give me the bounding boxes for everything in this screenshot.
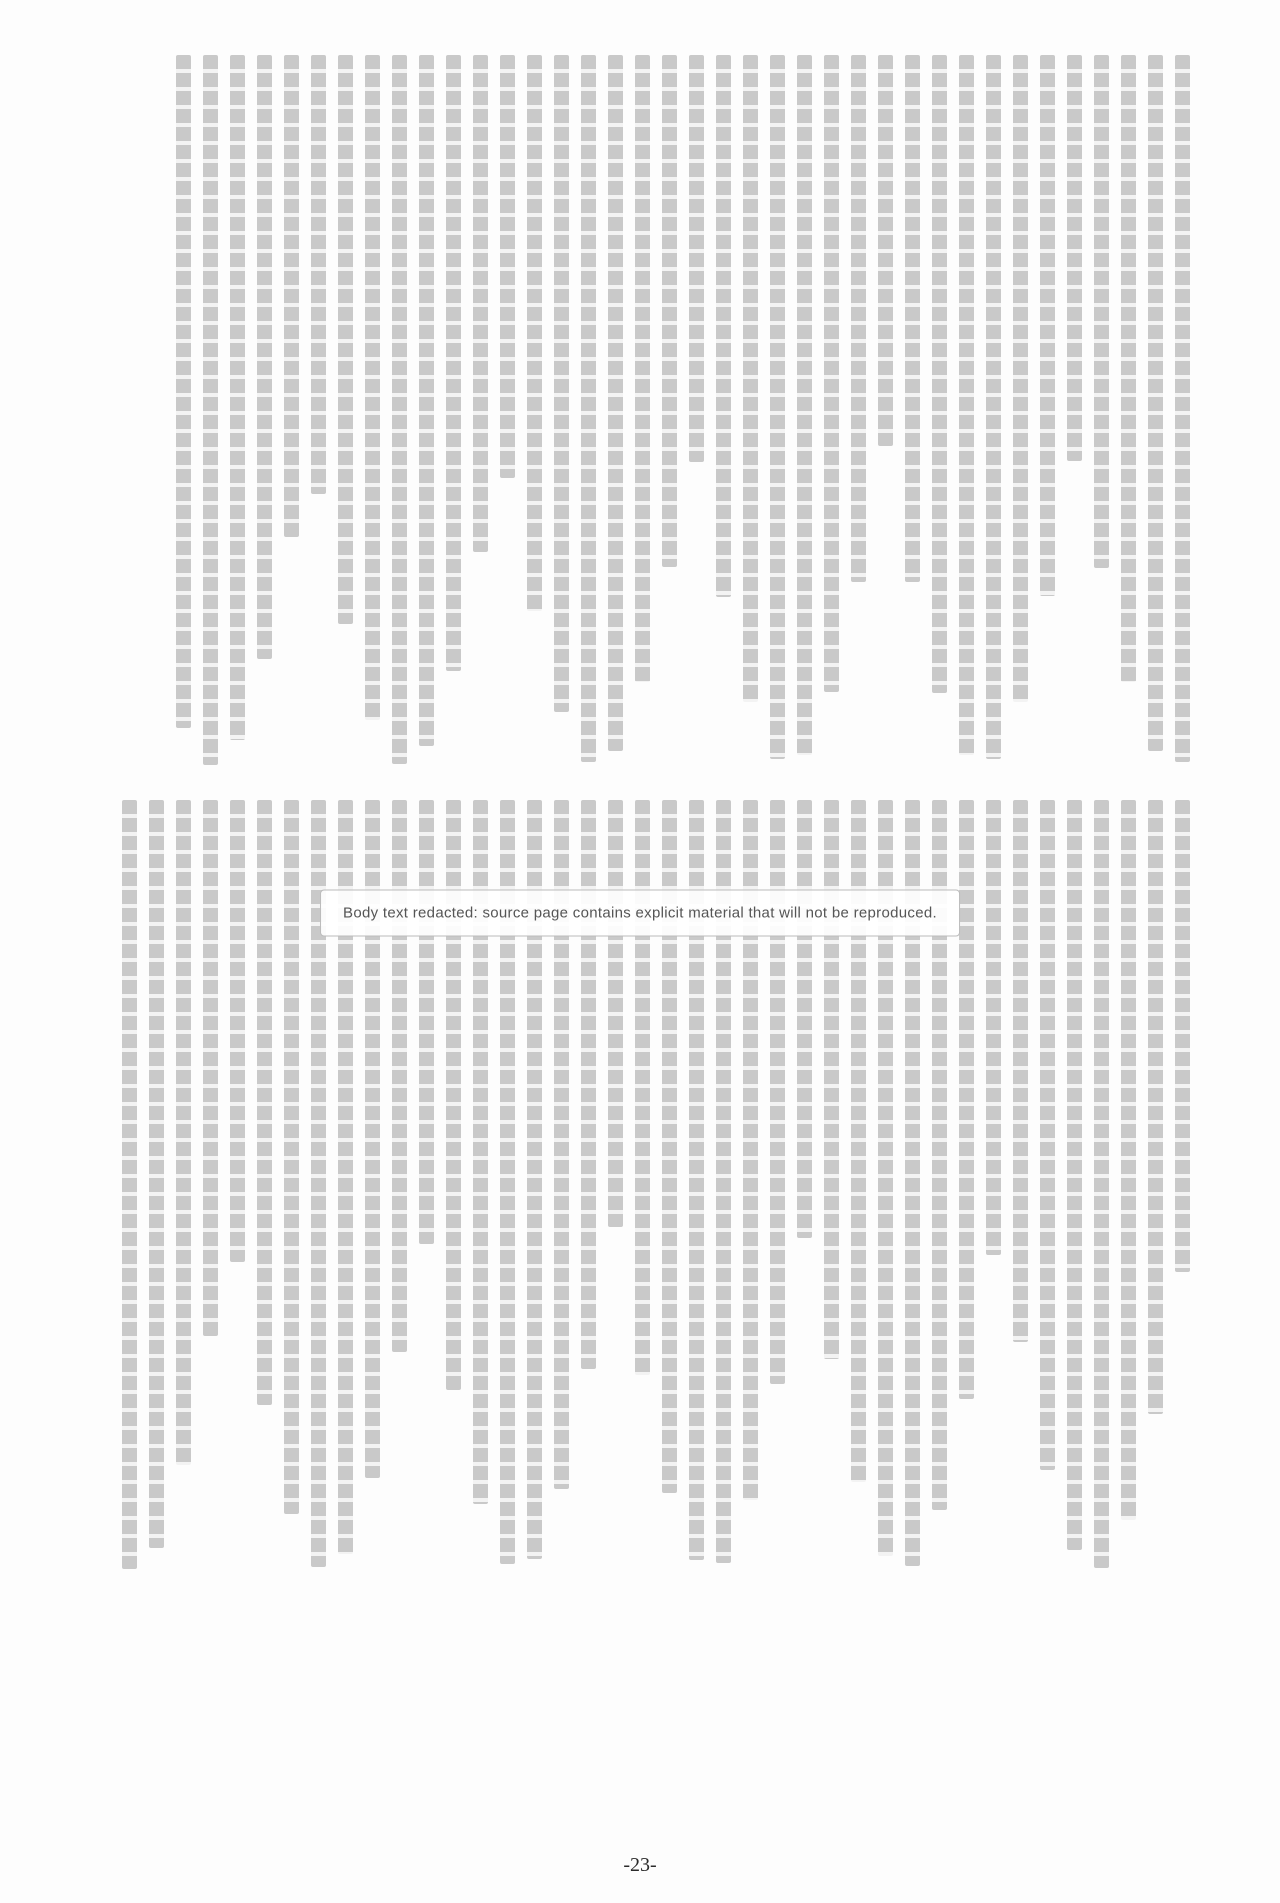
redacted-text-column bbox=[230, 800, 245, 1262]
redacted-text-column bbox=[851, 55, 866, 582]
redacted-text-column bbox=[581, 55, 596, 762]
redacted-text-column bbox=[824, 800, 839, 1359]
redacted-text-column bbox=[662, 55, 677, 567]
redacted-text-column bbox=[176, 800, 191, 1465]
redacted-text-column bbox=[635, 55, 650, 682]
redacted-text-column bbox=[365, 55, 380, 720]
redacted-text-column bbox=[554, 55, 569, 712]
redacted-text-column bbox=[770, 800, 785, 1384]
redacted-text-column bbox=[986, 800, 1001, 1255]
redacted-text-column bbox=[959, 800, 974, 1399]
redacted-text-column bbox=[824, 55, 839, 692]
redacted-text-column bbox=[1121, 55, 1136, 682]
redacted-text-column bbox=[1013, 800, 1028, 1342]
redacted-text-column bbox=[878, 55, 893, 446]
redacted-text-column bbox=[932, 55, 947, 693]
redacted-text-column bbox=[1094, 800, 1109, 1568]
redacted-text-column bbox=[149, 800, 164, 1548]
redacted-text-column bbox=[1094, 55, 1109, 568]
redacted-text-column bbox=[797, 55, 812, 755]
redacted-text-column bbox=[446, 55, 461, 671]
redacted-text-column bbox=[689, 55, 704, 462]
redacted-text-column bbox=[1121, 800, 1136, 1520]
redacted-text-column bbox=[581, 800, 596, 1369]
redacted-text-column bbox=[1040, 800, 1055, 1470]
redacted-text-column bbox=[311, 55, 326, 494]
redacted-text-column bbox=[257, 55, 272, 659]
redacted-text-column bbox=[392, 55, 407, 764]
redacted-text-column bbox=[419, 55, 434, 746]
redacted-text-column bbox=[122, 800, 137, 1569]
redacted-text-column bbox=[635, 800, 650, 1375]
redacted-text-column bbox=[1040, 55, 1055, 596]
text-block-top bbox=[90, 55, 1190, 765]
redacted-text-column bbox=[1175, 800, 1190, 1272]
redacted-text-column bbox=[392, 800, 407, 1352]
redacted-text-column bbox=[257, 800, 272, 1405]
redacted-text-column bbox=[905, 55, 920, 582]
redacted-text-column bbox=[284, 55, 299, 537]
redacted-text-column bbox=[284, 800, 299, 1514]
redacted-text-column bbox=[338, 55, 353, 624]
redacted-text-column bbox=[527, 55, 542, 611]
redaction-notice: Body text redacted: source page contains explicit material that will not be reproduced. bbox=[320, 890, 960, 937]
redacted-text-column bbox=[500, 55, 515, 478]
redacted-text-column bbox=[608, 800, 623, 1227]
redacted-text-column bbox=[203, 55, 218, 765]
redacted-text-column bbox=[716, 55, 731, 597]
redacted-text-column bbox=[986, 55, 1001, 759]
redacted-text-column bbox=[1067, 55, 1082, 461]
redacted-text-column bbox=[770, 55, 785, 759]
redacted-text-column bbox=[1148, 800, 1163, 1414]
redacted-text-column bbox=[959, 55, 974, 755]
redacted-text-column bbox=[203, 800, 218, 1336]
redacted-text-column bbox=[1148, 55, 1163, 751]
redacted-text-column bbox=[473, 55, 488, 552]
redacted-text-column bbox=[446, 800, 461, 1390]
redacted-text-column bbox=[608, 55, 623, 751]
redacted-text-column bbox=[176, 55, 191, 728]
redacted-text-column bbox=[797, 800, 812, 1238]
redacted-text-column bbox=[419, 800, 434, 1244]
page-number: -23- bbox=[623, 1854, 657, 1876]
redacted-text-column bbox=[1175, 55, 1190, 762]
redacted-text-column bbox=[230, 55, 245, 740]
redacted-text-column bbox=[1013, 55, 1028, 702]
redacted-text-column bbox=[1067, 800, 1082, 1550]
redacted-text-column bbox=[743, 55, 758, 702]
